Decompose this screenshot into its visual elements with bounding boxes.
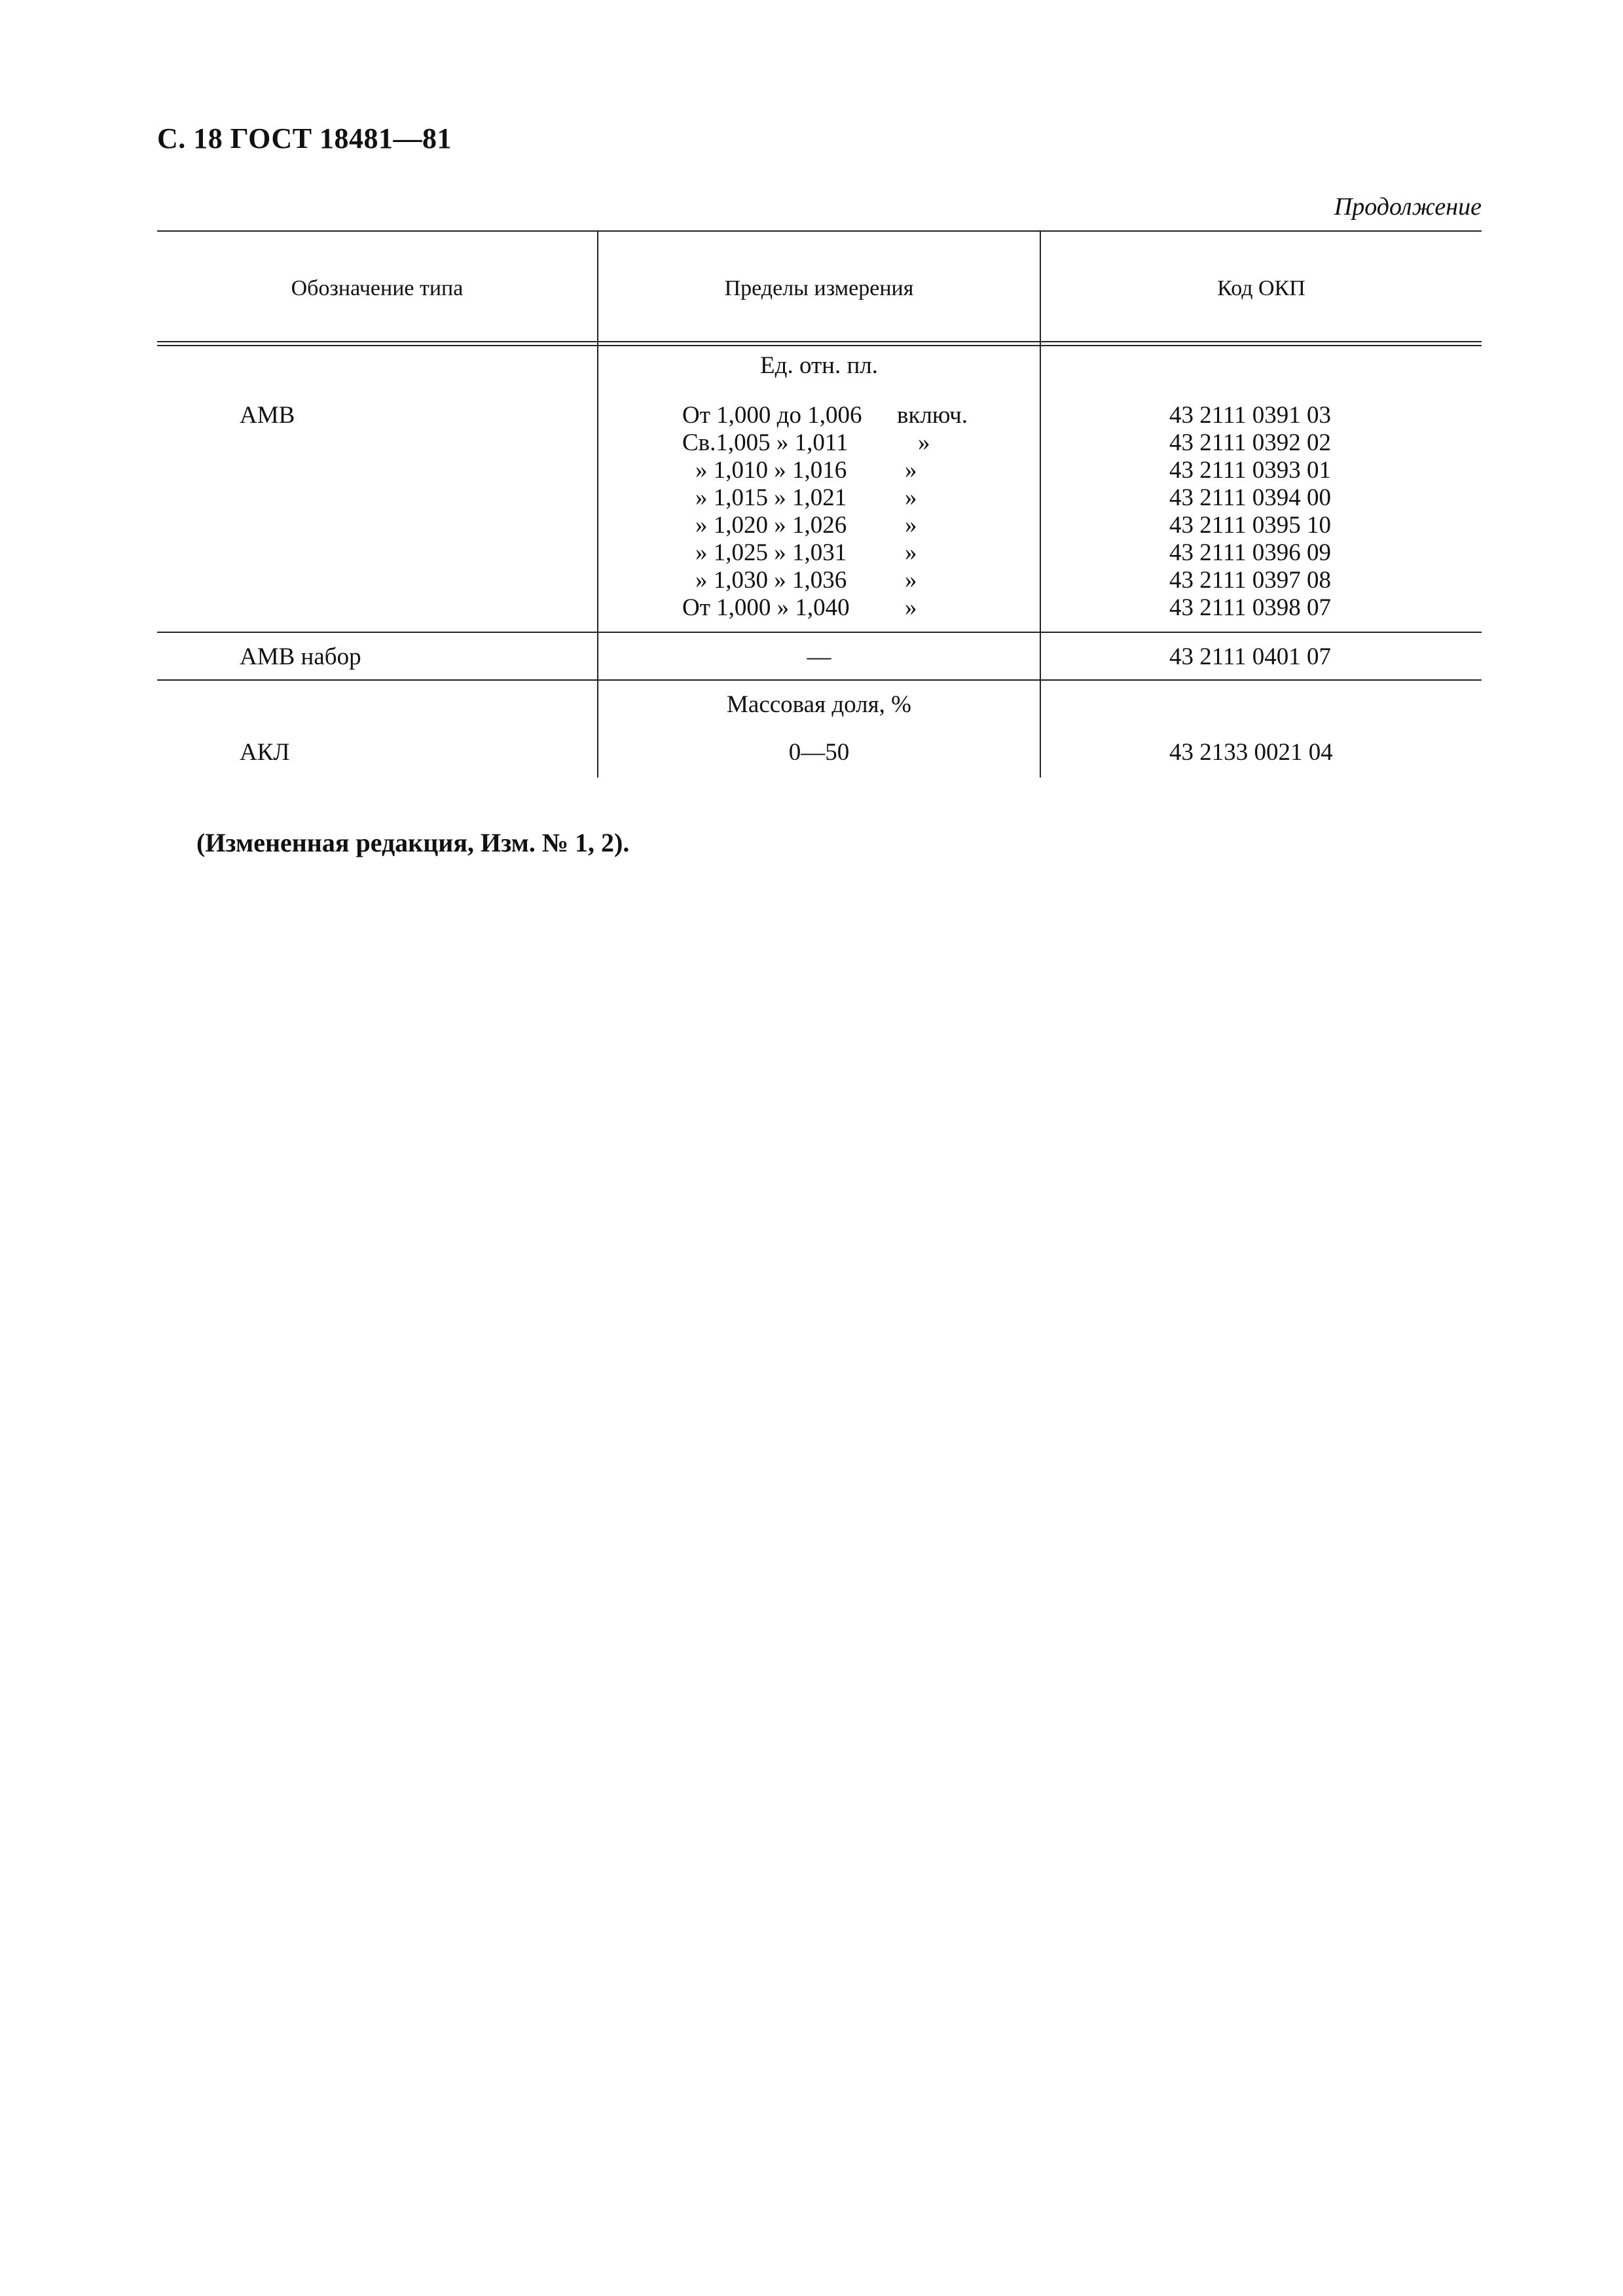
header-double-rule-2 bbox=[157, 345, 1482, 346]
okp-code: 43 2111 0393 01 bbox=[1169, 457, 1332, 484]
column-header-okp-code: Код ОКП bbox=[1217, 276, 1305, 300]
okp-code: 43 2111 0397 08 bbox=[1169, 567, 1332, 594]
okp-code-akl: 43 2133 0021 04 bbox=[1169, 739, 1333, 766]
okp-code: 43 2111 0398 07 bbox=[1169, 594, 1332, 621]
continuation-label: Продолжение bbox=[1334, 193, 1482, 221]
range-dash: — bbox=[807, 643, 831, 670]
okp-code-list bbox=[1169, 402, 1331, 622]
okp-code: 43 2111 0392 02 bbox=[1169, 429, 1332, 456]
type-amv: АМВ bbox=[240, 402, 295, 429]
okp-code: 43 2111 0394 00 bbox=[1169, 484, 1332, 511]
okp-code-amv-set: 43 2111 0401 07 bbox=[1169, 643, 1332, 670]
row-divider-1 bbox=[157, 632, 1482, 633]
okp-code: 43 2111 0391 03 bbox=[1169, 402, 1332, 429]
okp-code: 43 2111 0396 09 bbox=[1169, 539, 1332, 566]
table-top-rule bbox=[157, 230, 1482, 232]
unit-label-relative-density: Ед. отн. пл. bbox=[760, 352, 878, 379]
range-akl: 0—50 bbox=[788, 739, 850, 766]
unit-label-mass-fraction: Массовая доля, % bbox=[727, 691, 911, 718]
header-double-rule-1 bbox=[157, 341, 1482, 342]
page-header: С. 18 ГОСТ 18481—81 bbox=[157, 122, 452, 154]
column-header-type: Обозначение типа bbox=[291, 276, 464, 300]
column-divider-2 bbox=[1040, 230, 1041, 778]
row-divider-2 bbox=[157, 679, 1482, 681]
column-header-range: Пределы измерения bbox=[724, 276, 914, 300]
type-akl: АКЛ bbox=[240, 739, 290, 766]
okp-code: 43 2111 0395 10 bbox=[1169, 512, 1332, 539]
revision-note: (Измененная редакция, Изм. № 1, 2). bbox=[196, 828, 630, 857]
type-amv-set: АМВ набор bbox=[240, 643, 361, 670]
